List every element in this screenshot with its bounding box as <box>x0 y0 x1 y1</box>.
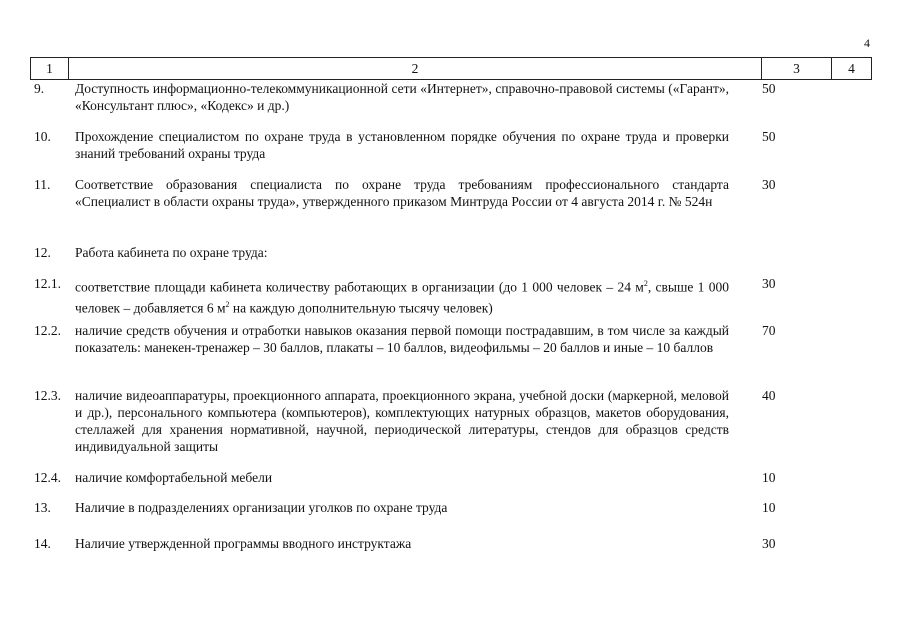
header-col-4: 4 <box>832 57 872 80</box>
row-text-part: на каждую дополнительную тысячу человек) <box>229 300 493 315</box>
row-text: наличие средств обучения и отработки навыков оказания первой помощи пострадавшим, в том числе за каждый показатель: манекен-тренажер – 30 баллов, плакаты – 10 баллов, видеофильмы – 20 баллов и иные – 10 баллов <box>75 323 729 355</box>
superscript: 2 <box>643 279 648 288</box>
row-text-part: соответствие площади кабинета количеству работающих в организации (до 1 000 человек – 24 м <box>75 279 644 295</box>
row-score: 70 <box>762 323 776 338</box>
row-text: наличие комфортабельной мебели <box>75 470 273 485</box>
row-score: 30 <box>762 276 776 291</box>
row-text: наличие видеоаппаратуры, проекционного аппарата, проекционного экрана, учебной доски (маркерной, меловой и др.), персонального компьютера (компьютеров), комплектующих натурных образцов, макетов оборудования, стеллажей для хранения нормативной, научной, периодической литературы, стендов для образцов средств индивидуальной защиты <box>75 388 729 454</box>
row-text: Доступность информационно-телекоммуникационной сети «Интернет», справочно-правовой системы («Гарант», «Консультант плюс», «Кодекс» и др.) <box>75 81 729 113</box>
table-header-row <box>30 57 872 80</box>
row-number: 12.3. <box>34 388 61 403</box>
row-text: Наличие в подразделениях организации уголков по охране труда <box>75 500 448 515</box>
row-number: 10. <box>34 129 51 144</box>
row-number: 12.4. <box>34 470 61 485</box>
row-score: 30 <box>762 177 776 192</box>
row-text: Соответствие образования специалиста по охране труда требованиям профессионального стандарта «Специалист в области охраны труда», утвержденного приказом Минтруда России от 4 августа 2014 г. № 524н <box>75 177 729 209</box>
header-col-1: 1 <box>30 57 69 80</box>
row-text-part: , свыше 1 000 человек – добавляется 6 м <box>75 279 729 315</box>
row-number: 11. <box>34 177 51 192</box>
row-score: 50 <box>762 129 776 144</box>
row-number: 13. <box>34 500 51 515</box>
row-score: 40 <box>762 388 776 403</box>
row-number: 12.1. <box>34 276 61 291</box>
row-number: 14. <box>34 536 51 551</box>
row-text: Прохождение специалистом по охране труда в установленном порядке обучения по охране труда и проверки знаний требований охраны труда <box>75 129 729 161</box>
header-col-3: 3 <box>762 57 832 80</box>
page-number: 4 <box>864 36 870 50</box>
row-score: 10 <box>762 500 776 515</box>
row-score: 50 <box>762 81 776 96</box>
row-score: 30 <box>762 536 776 551</box>
superscript: 2 <box>225 299 230 309</box>
row-score: 10 <box>762 470 776 485</box>
row-number: 12.2. <box>34 323 61 338</box>
row-text: Работа кабинета по охране труда: <box>75 245 268 260</box>
row-text <box>75 275 729 316</box>
row-number: 9. <box>34 81 45 96</box>
header-col-2: 2 <box>69 57 762 80</box>
row-number: 12. <box>34 245 51 260</box>
row-text: Наличие утвержденной программы вводного инструктажа <box>75 536 412 551</box>
